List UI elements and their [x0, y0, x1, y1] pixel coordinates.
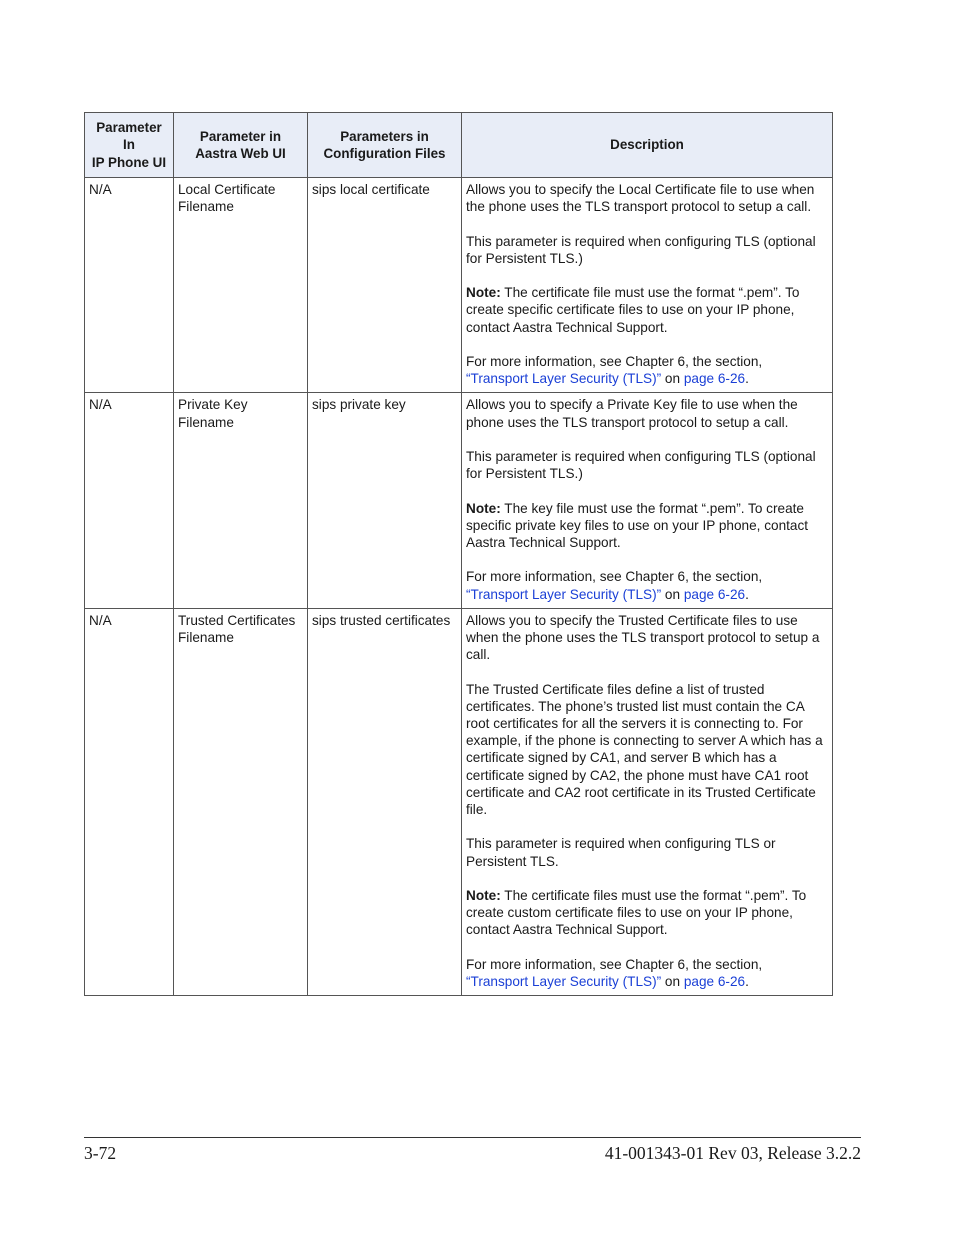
- tls-section-link[interactable]: “Transport Layer Security (TLS)”: [466, 973, 662, 989]
- more-info-paragraph: For more information, see Chapter 6, the section, “Transport Layer Security (TLS)” on page 6-26.: [466, 956, 763, 989]
- cell-config-file: sips local certificate: [308, 178, 462, 393]
- table-header-row: [85, 113, 833, 178]
- header-web-ui: Parameter in Aastra Web UI: [174, 113, 308, 178]
- footer-divider: [84, 1137, 861, 1138]
- header-config-files: Parameters in Configuration Files: [308, 113, 462, 178]
- cell-web-ui: Local Certificate Filename: [174, 178, 308, 393]
- table-row: [85, 393, 833, 608]
- description-paragraph: This parameter is required when configuring TLS (optional for Persistent TLS.): [466, 233, 816, 266]
- note-label: Note:: [466, 887, 501, 903]
- table-row: [85, 608, 833, 995]
- description-paragraph: The Trusted Certificate files define a list of trusted certificates. The phone’s trusted list must contain the CA root certificates for all the servers it is connecting to. For example, if the phone is connecting to server A which has a certificate signed by CA1, and server B which has a certificate signed by CA2, the phone must have CA1 root certificate and CA2 root certificate in its Trusted Certificate file.: [466, 681, 823, 817]
- page-number: 3-72: [84, 1143, 117, 1163]
- description-paragraph: This parameter is required when configuring TLS or Persistent TLS.: [466, 836, 776, 869]
- cell-config-file: sips private key: [308, 393, 462, 608]
- table-row: [85, 178, 833, 393]
- cell-ip-phone-ui: N/A: [85, 393, 174, 608]
- cell-description: [462, 178, 833, 393]
- cell-description: [462, 393, 833, 608]
- description-paragraph: Allows you to specify the Local Certificate file to use when the phone uses the TLS transport protocol to setup a call.: [466, 182, 815, 215]
- header-ip-phone-ui: Parameter In IP Phone UI: [85, 113, 174, 178]
- parameters-table: [84, 112, 833, 996]
- note-paragraph: Note: The certificate files must use the format “.pem”. To create custom certificate files to use on your IP phone, contact Aastra Technical Support.: [466, 887, 807, 938]
- description-paragraph: This parameter is required when configuring TLS (optional for Persistent TLS.): [466, 448, 816, 482]
- cell-web-ui: Trusted Certificates Filename: [174, 608, 308, 995]
- more-info-paragraph: For more information, see Chapter 6, the section, “Transport Layer Security (TLS)” on page 6-26.: [466, 569, 763, 602]
- tls-section-link[interactable]: “Transport Layer Security (TLS)”: [466, 371, 662, 387]
- description-paragraph: Allows you to specify the Trusted Certificate files to use when the phone uses the TLS transport protocol to setup a call.: [466, 612, 820, 663]
- page-reference-link[interactable]: page 6-26: [683, 371, 746, 387]
- header-description: Description: [462, 113, 833, 178]
- cell-description: [462, 608, 833, 995]
- more-info-paragraph: For more information, see Chapter 6, the section, “Transport Layer Security (TLS)” on page 6-26.: [466, 353, 763, 387]
- description-paragraph: Allows you to specify a Private Key file to use when the phone uses the TLS transport protocol to setup a call.: [466, 397, 798, 430]
- cell-ip-phone-ui: N/A: [85, 178, 174, 393]
- page-reference-link[interactable]: page 6-26: [683, 586, 746, 602]
- cell-web-ui: Private Key Filename: [174, 393, 308, 608]
- note-label: Note:: [466, 285, 501, 301]
- note-paragraph: Note: The certificate file must use the format “.pem”. To create specific certificate files to use on your IP phone, contact Aastra Technical Support.: [466, 285, 800, 335]
- page-reference-link[interactable]: page 6-26: [683, 973, 746, 989]
- tls-section-link[interactable]: “Transport Layer Security (TLS)”: [466, 586, 662, 602]
- cell-config-file: sips trusted certificates: [308, 608, 462, 995]
- note-label: Note:: [466, 500, 501, 516]
- cell-ip-phone-ui: N/A: [85, 608, 174, 995]
- note-paragraph: Note: The key file must use the format “.pem”. To create specific private key files to use on your IP phone, contact Aastra Technical Support.: [466, 500, 809, 550]
- document-id: 41-001343-01 Rev 03, Release 3.2.2: [604, 1143, 861, 1163]
